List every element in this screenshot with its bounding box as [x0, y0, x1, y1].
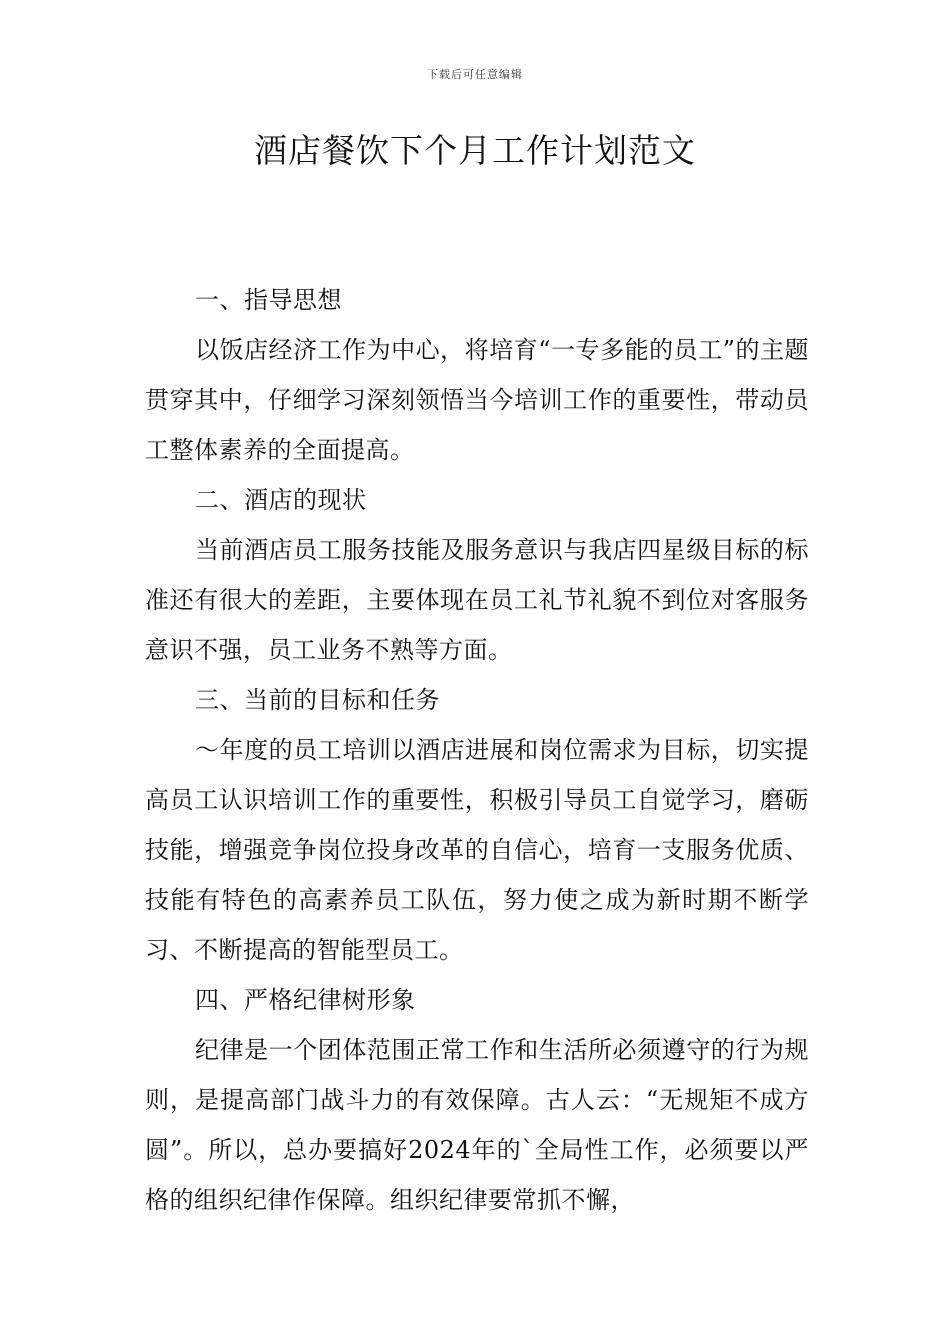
section-paragraph-1: 以饭店经济工作为中心，将培育“一专多能的员工”的主题贯穿其中，仔细学习深刻领悟当今培训工作的重要性，带动员工整体素养的全面提高。: [145, 336, 809, 464]
section-heading-1: 一、指导思想: [195, 286, 342, 314]
section-paragraph-3: ～年度的员工培训以酒店进展和岗位需求为目标，切实提高员工认识培训工作的重要性，积极引导员工自觉学习，磨砺技能，增强竞争岗位投身改革的自信心，培育一支服务优质、技能有特色的高素养员工队伍，努力使之成为新时期不断学习、不断提高的智能型员工。: [145, 736, 809, 964]
section-heading-3: 三、当前的目标和任务: [195, 686, 440, 714]
section-paragraph-4: 纪律是一个团体范围正常工作和生活所必须遵守的行为规则，是提高部门战斗力的有效保障。古人云：“无规矩不成方圆”。所以，总办要搞好2024年的`全局性工作，必须要以严格的组织纪律作保障。组织纪律要常抓不懈，: [145, 1036, 809, 1214]
document-title: 酒店餐饮下个月工作计划范文: [254, 131, 696, 170]
section-paragraph-2: 当前酒店员工服务技能及服务意识与我店四星级目标的标准还有很大的差距，主要体现在员工礼节礼貌不到位对客服务意识不强，员工业务不熟等方面。: [145, 536, 809, 664]
document-body: [145, 275, 809, 1225]
header-note: 下载后可任意编辑: [427, 68, 523, 81]
section-heading-2: 二、酒店的现状: [195, 486, 367, 514]
section-heading-4: 四、严格纪律树形象: [195, 986, 416, 1014]
